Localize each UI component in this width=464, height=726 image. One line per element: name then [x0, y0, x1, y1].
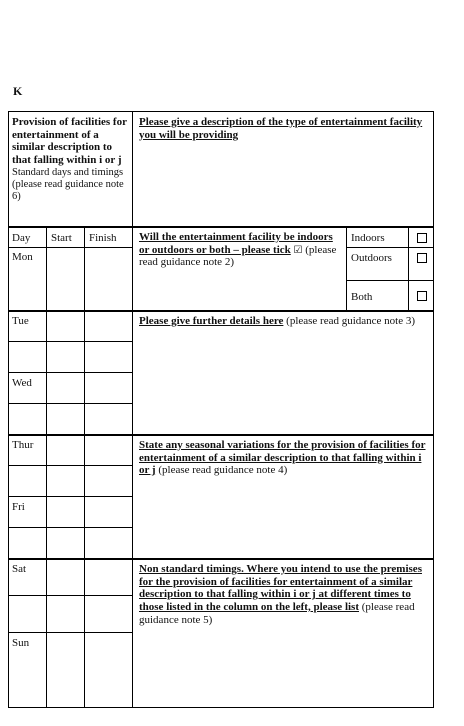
seasonal-variations-prompt	[139, 439, 429, 477]
section-letter: K	[13, 84, 23, 98]
non-standard-timings-text: Non standard timings. Where you intend to use the premises for the provision of facilities for entertainment of a similar description to that falling within i or j at different times to those listed in the column on the left, please list	[139, 563, 422, 613]
row-divider	[346, 247, 434, 248]
column-divider	[408, 228, 409, 311]
day-label-sun: Sun	[12, 637, 30, 649]
row-divider	[8, 226, 434, 228]
seasonal-variations-answer-area[interactable]	[133, 482, 433, 557]
finish-times-column[interactable]	[85, 248, 132, 708]
option-outdoors-label: Outdoors	[351, 252, 392, 264]
left-header-title: Provision of facilities for entertainment of a similar description to that falling within i or j	[12, 116, 127, 166]
option-indoors-label: Indoors	[351, 232, 385, 244]
day-label-tue: Tue	[12, 315, 29, 327]
day-label-sat: Sat	[12, 563, 27, 575]
further-details-answer-area[interactable]	[133, 345, 433, 433]
further-details-note: (please read guidance note 3)	[286, 315, 416, 327]
day-label-fri: Fri	[12, 501, 25, 513]
indoor-outdoor-note: (please read guidance note 2)	[139, 243, 337, 269]
indoors-checkbox[interactable]	[417, 233, 427, 243]
row-divider	[346, 280, 434, 281]
day-label-thur: Thur	[12, 439, 34, 451]
finish-column-header: Finish	[89, 232, 117, 244]
day-label-mon: Mon	[12, 251, 33, 263]
left-header-subtitle: Standard days and timings (please read guidance note 6)	[12, 166, 124, 202]
tick-checkbox-icon: ☑	[293, 244, 303, 256]
day-column-header: Day	[12, 232, 31, 244]
indoor-outdoor-question-text: Will the entertainment facility be indoors or outdoors or both – please tick	[139, 231, 333, 256]
day-label-wed: Wed	[12, 377, 32, 389]
non-standard-timings-prompt	[139, 563, 431, 626]
column-divider	[346, 228, 347, 311]
seasonal-variations-note: (please read guidance note 4)	[158, 464, 288, 477]
non-standard-timings-note: (please read guidance note 5)	[139, 600, 415, 626]
further-details-text: Please give further details here	[139, 315, 284, 327]
non-standard-timings-answer-area[interactable]	[133, 633, 433, 707]
seasonal-variations-text: State any seasonal variations for the provision of facilities for entertainment of a similar description to that falling within i or j	[139, 439, 426, 477]
further-details-prompt	[139, 315, 431, 328]
start-times-column[interactable]	[47, 248, 84, 708]
indoor-outdoor-question	[139, 231, 343, 269]
start-column-header: Start	[51, 232, 72, 244]
option-both-label: Both	[351, 291, 373, 303]
outdoors-checkbox[interactable]	[417, 253, 427, 263]
description-answer-area[interactable]	[133, 150, 433, 225]
description-question: Please give a description of the type of entertainment facility you will be providing	[139, 116, 423, 141]
both-checkbox[interactable]	[417, 291, 427, 301]
